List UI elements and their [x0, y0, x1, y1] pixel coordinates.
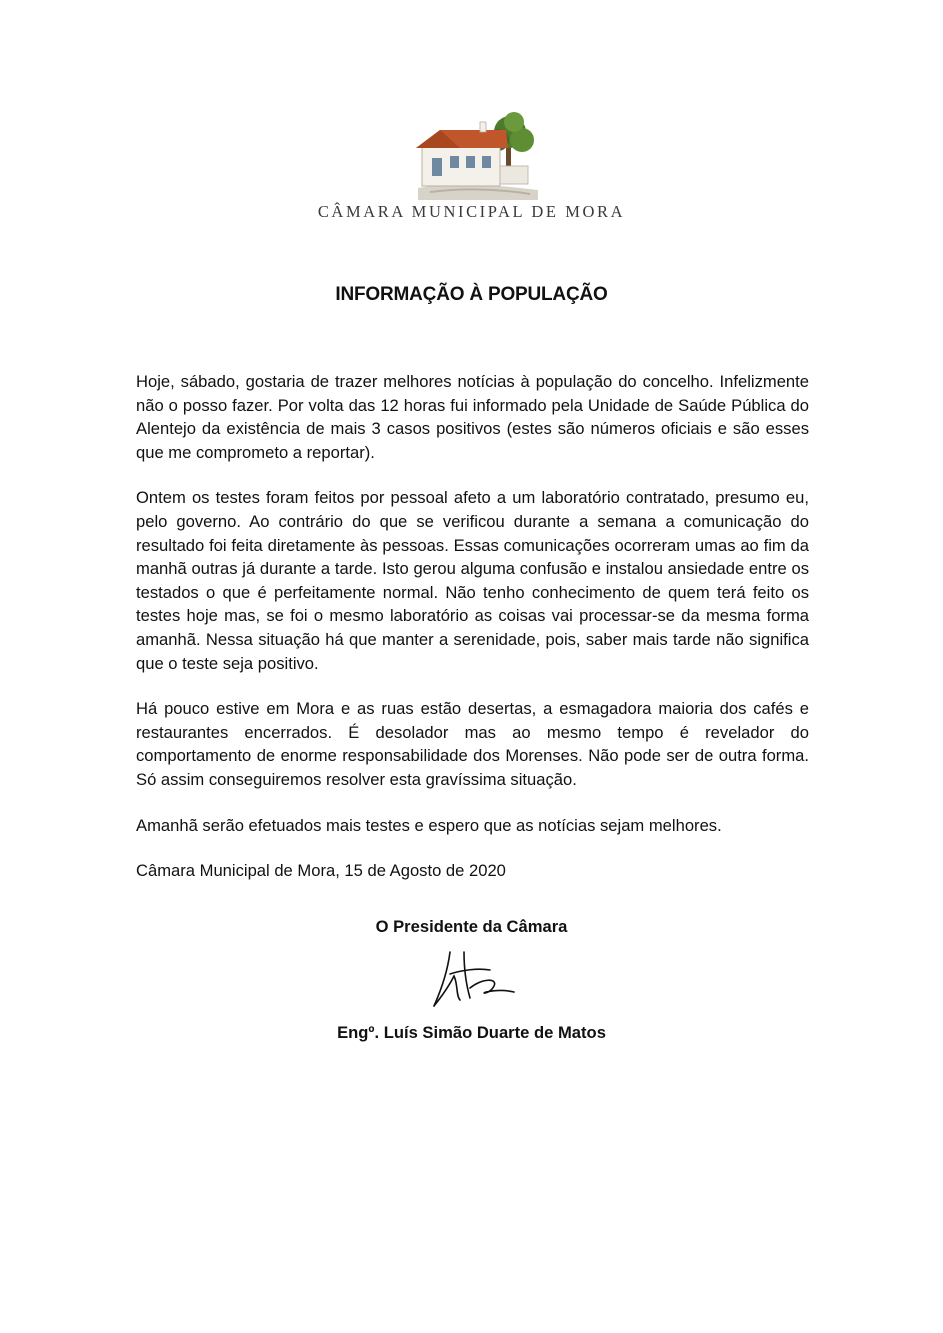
paragraph: Hoje, sábado, gostaria de trazer melhores notícias à população do concelho. Infelizmente não o posso fazer. Por volta das 12 horas fui informado pela Unidade de Saúde Pública do Alentejo da existência de mais 3 casos positivos (estes são números oficiais e são esses que me comprometo a reportar).	[136, 372, 809, 462]
town-hall-building-icon	[410, 110, 540, 202]
document-title: INFORMAÇÃO À POPULAÇÃO	[335, 284, 608, 305]
signatory-role: O Presidente da Câmara	[375, 917, 568, 936]
handwritten-signature-icon	[420, 948, 520, 1014]
paragraph: Amanhã serão efetuados mais testes e espero que as notícias sejam melhores.	[136, 815, 722, 835]
letter-body	[136, 370, 809, 883]
paragraph: Há pouco estive em Mora e as ruas estão desertas, a esmagadora maioria dos cafés e restaurantes encerrados. É desolador mas ao mesmo tempo é revelador do comportamento de enorme responsabilidade dos Morenses. Não pode ser de outra forma. Só assim conseguiremos resolver esta gravíssima situação.	[136, 699, 809, 789]
dateline: Câmara Municipal de Mora, 15 de Agosto de 2020	[136, 861, 506, 881]
paragraph: Ontem os testes foram feitos por pessoal afeto a um laboratório contratado, presumo eu, pelo governo. Ao contrário do que se verificou durante a semana a comunicação do resultado foi feita diretamente às pessoas. Essas comunicações ocorreram umas ao fim da manhã outras já durante a tarde. Isto gerou alguma confusão e instalou ansiedade entre os testados o que é perfeitamente normal. Não tenho conhecimento de quem terá feito os testes hoje mas, se foi o mesmo laboratório as coisas vai processar-se da mesma forma amanhã. Nessa situação há que manter a serenidade, pois, saber mais tarde não significa que o teste seja positivo.	[136, 488, 809, 673]
signatory-name: Engº. Luís Simão Duarte de Matos	[337, 1023, 606, 1042]
organization-name: CÂMARA MUNICIPAL DE MORA	[317, 202, 626, 221]
